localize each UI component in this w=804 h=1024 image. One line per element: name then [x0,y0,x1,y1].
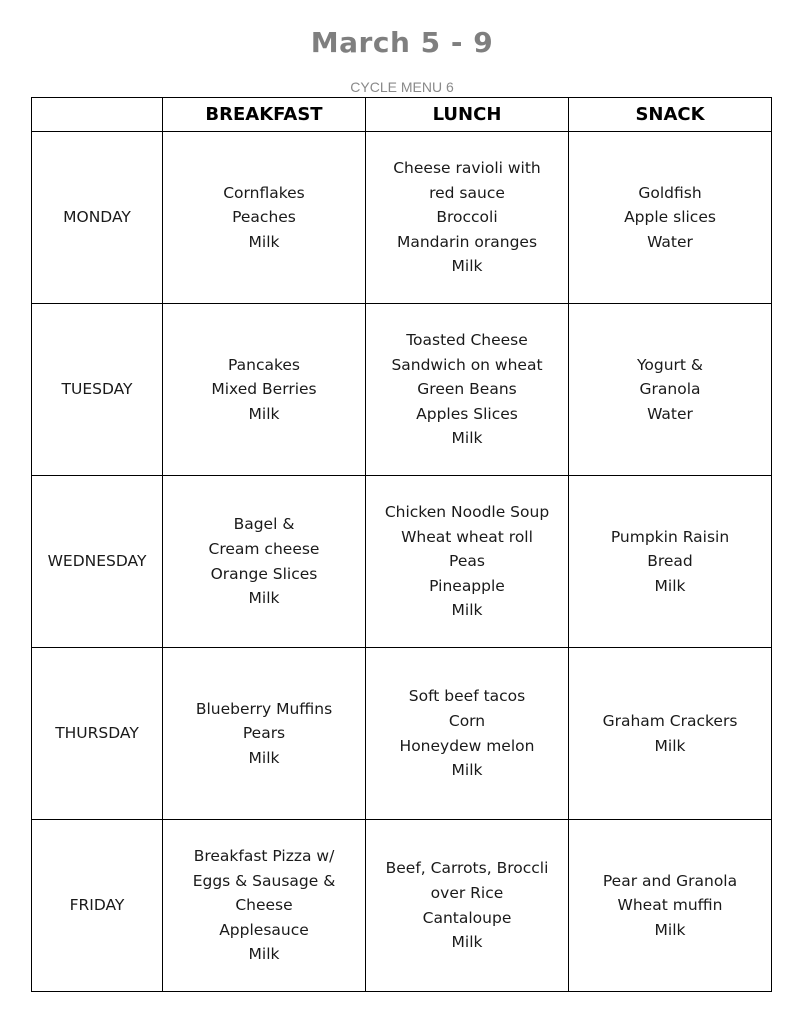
table-row [32,648,772,820]
menu-item: Bagel & [233,515,295,534]
menu-item: Toasted Cheese [406,331,528,350]
menu-item: Green Beans [417,380,517,399]
menu-item: Water [647,232,693,251]
menu-item: Cornflakes [223,183,305,202]
menu-item: Pancakes [227,355,301,374]
table-row [32,132,772,304]
menu-item: red sauce [429,183,505,202]
menu-item: Bread [647,552,693,571]
menu-item: Pumpkin Raisin [610,527,730,546]
breakfast-cell [163,648,366,820]
breakfast-cell [163,132,366,304]
menu-item: Mixed Berries [211,380,317,399]
menu-item: Wheat wheat roll [401,527,533,546]
menu-item: Sandwich on wheat [391,355,543,374]
menu-item: Yogurt & [636,355,704,374]
menu-item: Milk [248,748,280,767]
menu-item: Wheat muffin [617,896,723,915]
menu-item: Milk [451,761,483,780]
header-lunch: LUNCH [366,98,569,132]
day-cell: TUESDAY [32,304,163,476]
menu-item: Water [647,404,693,423]
menu-item: Milk [654,736,686,755]
menu-item: Milk [451,933,483,952]
menu-item: Orange Slices [210,564,318,583]
menu-item: Cantaloupe [422,908,512,927]
menu-item: Applesauce [219,920,309,939]
menu-item: Mandarin oranges [396,232,538,251]
menu-item: Apples Slices [416,404,518,423]
menu-item: Milk [248,945,280,964]
menu-item: Corn [448,711,486,730]
menu-item: Milk [451,257,483,276]
lunch-cell [366,304,569,476]
breakfast-cell [163,820,366,992]
menu-item: Granola [639,380,701,399]
menu-item: Milk [248,589,280,608]
day-cell: MONDAY [32,132,163,304]
day-cell: THURSDAY [32,648,163,820]
breakfast-cell [163,304,366,476]
menu-item: Pineapple [429,576,505,595]
snack-cell [569,476,772,648]
menu-item: Milk [654,576,686,595]
table-row [32,304,772,476]
menu-item: Milk [451,429,483,448]
lunch-cell [366,648,569,820]
breakfast-cell [163,476,366,648]
menu-table [31,97,772,992]
header-corner [32,98,163,132]
menu-body [32,132,772,992]
menu-item: Milk [248,404,280,423]
menu-item: Chicken Noodle Soup [384,503,550,522]
header-snack: SNACK [569,98,772,132]
menu-item: Apple slices [624,208,716,227]
lunch-cell [366,476,569,648]
menu-item: Goldfish [638,183,702,202]
menu-item: over Rice [430,883,504,902]
lunch-cell [366,820,569,992]
menu-item: Milk [248,232,280,251]
menu-item: Milk [451,601,483,620]
table-row [32,476,772,648]
lunch-cell [366,132,569,304]
page-title: March 5 - 9 [310,26,494,59]
menu-item: Eggs & Sausage & [192,871,336,890]
table-row [32,820,772,992]
snack-cell [569,304,772,476]
menu-item: Breakfast Pizza w/ [193,847,335,866]
header-row [32,98,772,132]
menu-item: Pear and Granola [602,871,738,890]
menu-item: Cheese [235,896,293,915]
page-subtitle: CYCLE MENU 6 [350,79,454,95]
menu-item: Honeydew melon [399,736,535,755]
snack-cell [569,820,772,992]
menu-item: Pears [242,724,286,743]
menu-item: Peas [449,552,485,571]
menu-item: Graham Crackers [602,711,738,730]
menu-item: Beef, Carrots, Broccli [385,859,549,878]
menu-item: Blueberry Muffins [195,699,333,718]
menu-item: Milk [654,920,686,939]
menu-item: Soft beef tacos [408,687,526,706]
day-cell: WEDNESDAY [32,476,163,648]
header-breakfast: BREAKFAST [163,98,366,132]
menu-item: Cream cheese [208,539,320,558]
day-cell: FRIDAY [32,820,163,992]
snack-cell [569,132,772,304]
menu-item: Peaches [232,208,296,227]
menu-item: Cheese ravioli with [393,159,541,178]
snack-cell [569,648,772,820]
menu-item: Broccoli [436,208,498,227]
